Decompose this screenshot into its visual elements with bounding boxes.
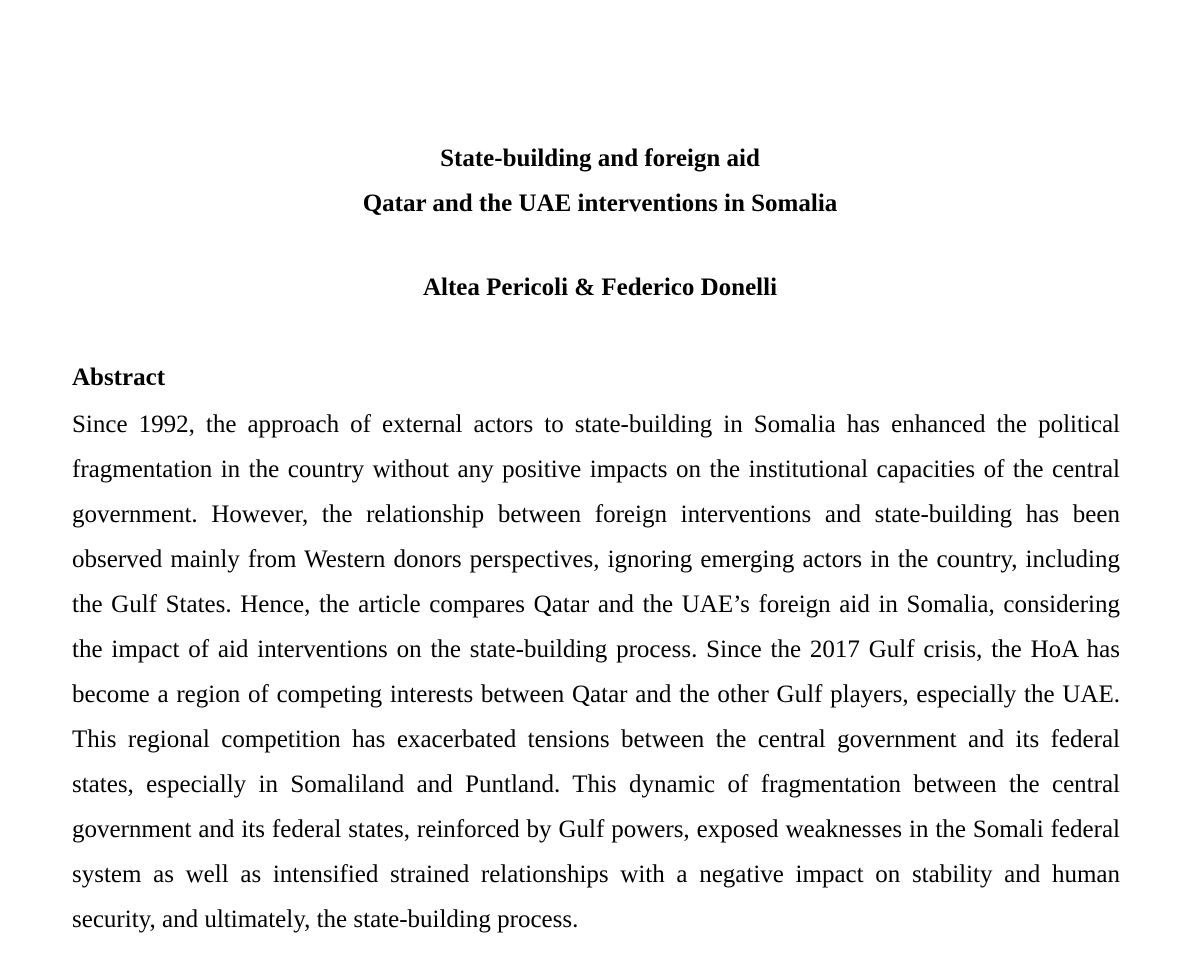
paper-title-line-1: State-building and foreign aid — [440, 145, 760, 172]
abstract-body: Since 1992, the approach of external actors to state-building in Somalia has enhanced the political fragmentation in the country without any positive impacts on the institutional capacities of the central government. However, the relationship between foreign interventions and state-building has been observed mainly from Western donors perspectives, ignoring emerging actors in the country, including the Gulf States. Hence, the article compares Qatar and the UAE’s foreign aid in Somalia, considering the impact of aid interventions on the state-building process. Since the 2017 Gulf crisis, the HoA has become a region of competing interests between Qatar and the other Gulf players, especially the UAE. This regional competition has exacerbated tensions between the central government and its federal states, especially in Somaliland and Puntland. This dynamic of fragmentation between the central government and its federal states, reinforced by Gulf powers, exposed weaknesses in the Somali federal system as well as intensified strained relationships with a negative impact on stability and human security, and ultimately, the state-building process. — [72, 411, 1120, 933]
abstract-heading: Abstract — [72, 364, 166, 391]
paper-authors: Altea Pericoli & Federico Donelli — [422, 274, 778, 301]
paper-title-line-2: Qatar and the UAE interventions in Somalia — [362, 190, 838, 217]
paper-title — [0, 136, 1200, 226]
